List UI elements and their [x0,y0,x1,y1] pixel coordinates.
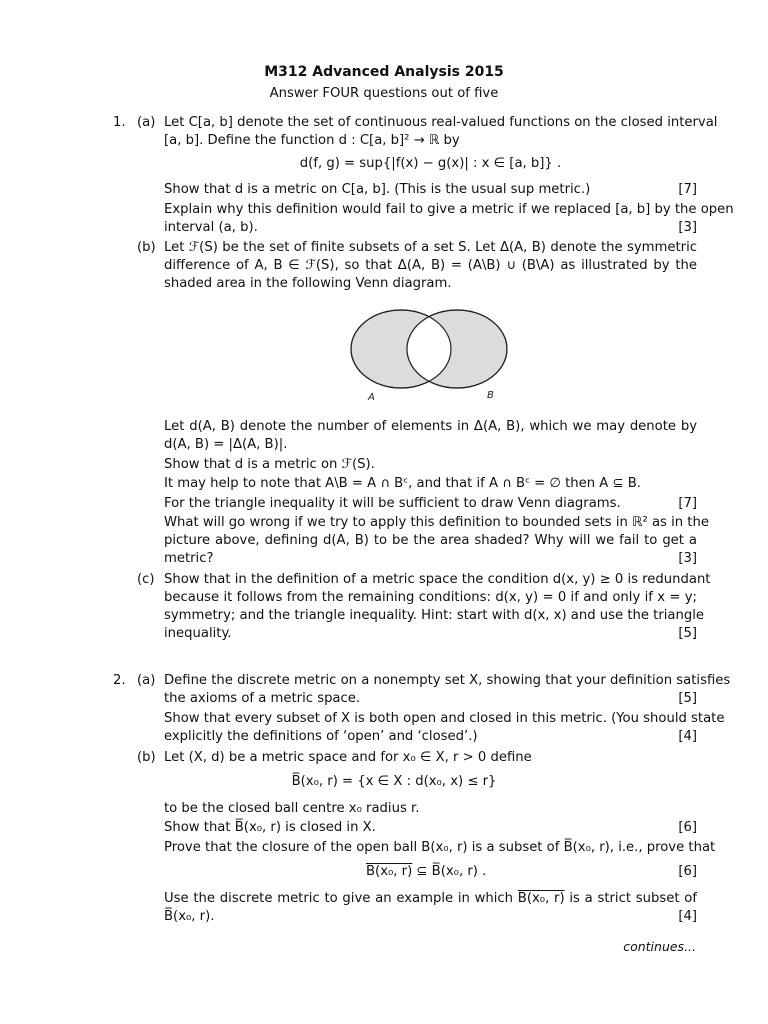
q2b-line-1: Let (X, d) be a metric space and for x₀ ∈ X, r > 0 define [164,750,532,765]
q1b-line-8 [164,496,697,511]
q2a-mark-2: [4] [678,729,697,744]
q1a-line-3-text: Show that d is a metric on C[a, b]. (This is the usual sup metric.) [164,182,591,197]
q2a-line-2 [164,691,697,706]
q2b-line-5 [164,891,697,906]
q2b-mark-1: [6] [678,820,697,835]
q1c-line-4-text: inequality. [164,626,232,641]
q1b-line-6: Show that d is a metric on ℱ(S). [164,457,375,472]
q1b-mark-2: [3] [678,551,697,566]
q2b-line-4: Prove that the closure of the open ball B(x₀, r) is a subset of B̅(x₀, r), i.e., prove that [164,840,716,855]
q2a-line-3: Show that every subset of X is both open and closed in this metric. (You should state [164,711,725,726]
q1c-line-3: symmetry; and the triangle inequality. Hint: start with d(x, x) and use the triangle [164,608,705,623]
q2a-label: (a) [137,673,156,688]
q2a-line-4 [164,729,697,744]
q2a-line-2-text: the axioms of a metric space. [164,691,361,706]
q1a-mark-2: [3] [678,220,697,235]
venn-label-b: B [487,390,494,401]
q1a-line-1: Let C[a, b] denote the set of continuous real-valued functions on the closed interval [164,115,718,130]
q1b-line-7: It may help to note that A\B = A ∩ Bᶜ, and that if A ∩ Bᶜ = ∅ then A ⊆ B. [164,476,641,491]
q1c-line-4 [164,626,697,641]
q1b-line-11 [164,551,697,566]
q2b-line-5-post: is a strict subset of [564,891,697,906]
q1b-line-4: Let d(A, B) denote the number of elements in Δ(A, B), which we may denote by [164,419,697,434]
q1a-formula: d(f, g) = sup{|f(x) − g(x)| : x ∈ [a, b]} . [299,156,562,171]
q2b-line-6-text: B̅(x₀, r). [164,909,215,924]
q1a-line-3 [164,182,697,197]
q1c-mark-1: [5] [678,626,697,641]
q1b-label: (b) [137,240,156,255]
q2b-mark-3: [4] [678,909,697,924]
q1c-line-2: because it follows from the remaining conditions: d(x, y) = 0 if and only if x = y; [164,590,697,605]
q2a-line-1: Define the discrete metric on a nonempty set X, showing that your definition satisfies [164,673,731,688]
continues-note: continues... [623,939,696,954]
question-1-number: 1. [113,115,126,130]
q2b-formula-2-center [366,864,486,879]
q2b-formula-2-closure: B(x₀, r) [366,864,413,879]
q2b-line-5-pre: Use the discrete metric to give an example in which [164,891,518,906]
q2b-line-6 [164,909,697,924]
venn-diagram [340,308,520,404]
page-title: M312 Advanced Analysis 2015 [264,64,504,80]
q1b-line-2: difference of A, B ∈ ℱ(S), so that Δ(A, B) = (A\B) ∪ (B\A) as illustrated by the [164,258,697,273]
q2b-formula-2-subset: ⊆ B̅(x₀, r) . [412,864,487,879]
page-subtitle: Answer FOUR questions out of five [269,86,499,101]
q1b-line-10: picture above, defining d(A, B) to be the area shaded? Why will we fail to get a [164,533,697,548]
q2b-formula: B̅(x₀, r) = {x ∈ X : d(x₀, x) ≤ r} [291,774,497,789]
q1b-line-11-text: metric? [164,551,214,566]
q1b-line-3: shaded area in the following Venn diagram. [164,276,452,291]
q1a-label: (a) [137,115,156,130]
q1b-line-8-text: For the triangle inequality it will be sufficient to draw Venn diagrams. [164,496,621,511]
question-2-number: 2. [113,673,126,688]
q1b-line-5: d(A, B) = |Δ(A, B)|. [164,437,288,452]
q1a-line-2: [a, b]. Define the function d : C[a, b]² → ℝ by [164,133,460,148]
q2b-label: (b) [137,750,156,765]
q1a-line-4: Explain why this definition would fail to give a metric if we replaced [a, b] by the open [164,202,734,217]
q2b-line-5-closure: B(x₀, r) [517,891,565,906]
q1a-line-5 [164,220,697,235]
venn-label-a: A [368,392,375,403]
q2a-mark-1: [5] [678,691,697,706]
q1b-line-9: What will go wrong if we try to apply this definition to bounded sets in ℝ² as in the [164,515,709,530]
q1b-mark-1: [7] [678,496,697,511]
q2b-line-3 [164,820,697,835]
q1c-line-1: Show that in the definition of a metric space the condition d(x, y) ≥ 0 is redundant [164,572,711,587]
q1a-mark-1: [7] [678,182,697,197]
q2b-line-3-text: Show that B̅(x₀, r) is closed in X. [164,820,376,835]
q1a-line-5-text: interval (a, b). [164,220,258,235]
q1c-label: (c) [137,572,155,587]
q2b-mark-2: [6] [678,864,697,879]
q1b-line-1: Let ℱ(S) be the set of finite subsets of a set S. Let Δ(A, B) denote the symmetric [164,240,697,255]
q2a-line-4-text: explicitly the definitions of ‘open’ and ‘closed’.) [164,729,478,744]
q2b-line-2: to be the closed ball centre x₀ radius r. [164,801,420,816]
